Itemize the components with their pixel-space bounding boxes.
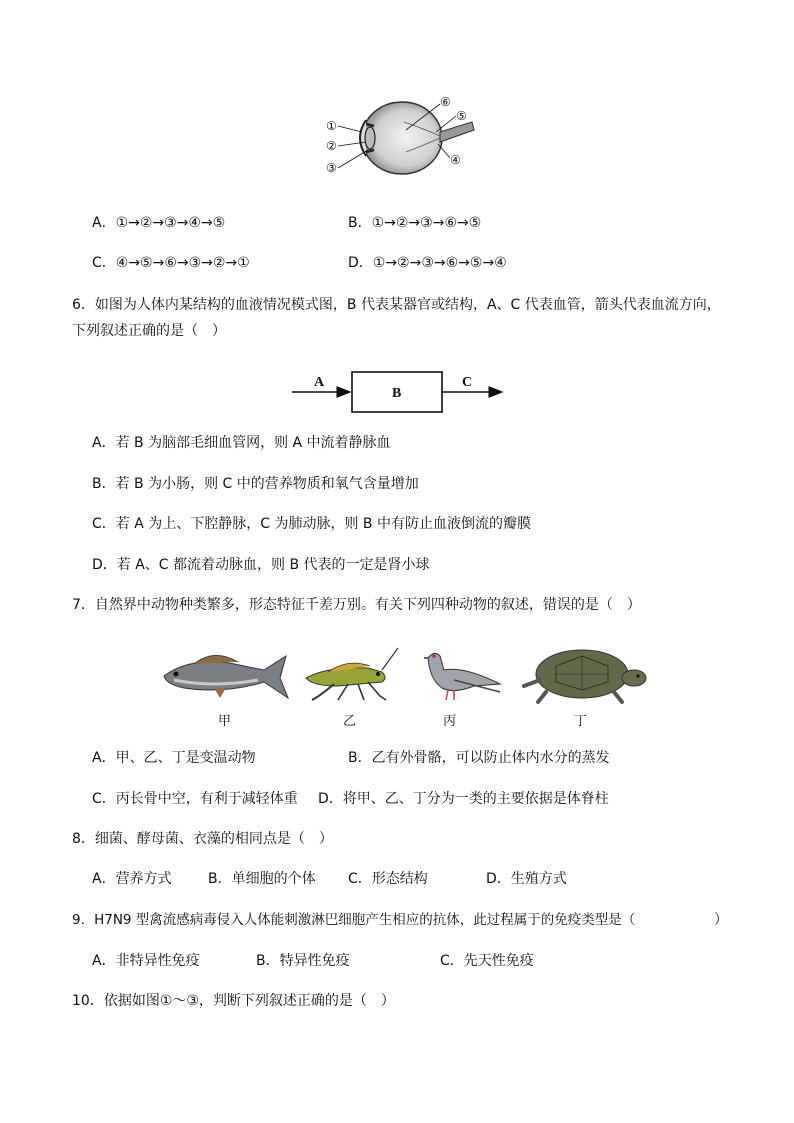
vessel-c-label: C	[462, 375, 473, 390]
lens	[365, 127, 375, 149]
animal-label-jia: 甲	[218, 714, 232, 729]
q8-stem: 8．细菌、酵母菌、衣藻的相同点是（ ）	[72, 831, 333, 847]
eye-label-4: ④	[450, 153, 461, 167]
eye-label-3: ③	[326, 161, 337, 175]
q10-stem: 10．依据如图①～③，判断下列叙述正确的是（ ）	[72, 993, 395, 1009]
q6-stem-1: 6．如图为人体内某结构的血液情况模式图，B 代表某器官或结构，A、C 代表血管，箭头代表血流方向，	[72, 297, 721, 313]
q8-option-b[interactable]: B．单细胞的个体	[208, 871, 316, 887]
q6-option-b[interactable]: B．若 B 为小肠，则 C 中的营养物质和氧气含量增加	[92, 476, 419, 492]
q9-option-a[interactable]: A．非特异性免疫	[92, 953, 200, 969]
q9-stem-end: ）	[714, 912, 728, 928]
fish-icon	[154, 644, 294, 704]
q5-option-d[interactable]: D．①→②→③→⑥→⑤→④	[348, 255, 507, 271]
q5-option-a[interactable]: A．①→②→③→④→⑤	[92, 215, 226, 231]
q6-option-d[interactable]: D．若 A、C 都流着动脉血，则 B 代表的一定是肾小球	[92, 557, 430, 573]
animal-label-bing: 丙	[443, 714, 457, 729]
q9-option-b[interactable]: B．特异性免疫	[256, 953, 350, 969]
grasshopper-icon	[298, 644, 402, 704]
eye-diagram	[322, 92, 482, 182]
q7-option-c[interactable]: C．丙长骨中空，有利于减轻体重	[92, 791, 298, 807]
q6-option-c[interactable]: C．若 A 为上、下腔静脉，C 为肺动脉，则 B 中有防止血液倒流的瓣膜	[92, 516, 531, 532]
q7-option-b[interactable]: B．乙有外骨骼，可以防止体内水分的蒸发	[348, 750, 610, 766]
q7-option-a[interactable]: A．甲、乙、丁是变温动物	[92, 750, 256, 766]
q7-option-d[interactable]: D．将甲、乙、丁分为一类的主要依据是体脊柱	[318, 791, 609, 807]
pigeon-icon	[414, 644, 504, 704]
blood-flow-diagram	[288, 366, 508, 416]
q5-option-b[interactable]: B．①→②→③→⑥→⑤	[348, 215, 482, 231]
eye-label-1: ①	[326, 119, 337, 133]
organ-b-label: B	[392, 386, 402, 401]
q8-option-a[interactable]: A．营养方式	[92, 871, 172, 887]
vessel-a-label: A	[314, 375, 325, 390]
q6-option-a[interactable]: A．若 B 为脑部毛细血管网，则 A 中流着静脉血	[92, 435, 391, 451]
animal-label-ding: 丁	[574, 714, 588, 729]
q9-option-c[interactable]: C．先天性免疫	[440, 953, 534, 969]
q6-stem-2: 下列叙述正确的是（ ）	[72, 323, 226, 339]
q8-option-c[interactable]: C．形态结构	[348, 871, 428, 887]
q5-option-c[interactable]: C．④→⑤→⑥→③→②→①	[92, 255, 250, 271]
eye-label-6: ⑥	[440, 95, 451, 109]
eye-label-5: ⑤	[456, 109, 467, 123]
q7-stem: 7．自然界中动物种类繁多，形态特征千差万别。有关下列四种动物的叙述，错误的是（ ）	[72, 597, 641, 613]
q9-stem: 9．H7N9 型禽流感病毒侵入人体能刺激淋巴细胞产生相应的抗体，此过程属于的免疫类型是（	[72, 912, 636, 928]
q8-option-d[interactable]: D．生殖方式	[486, 871, 567, 887]
animal-label-yi: 乙	[343, 714, 357, 729]
eye-label-2: ②	[326, 139, 337, 153]
turtle-icon	[516, 640, 648, 706]
